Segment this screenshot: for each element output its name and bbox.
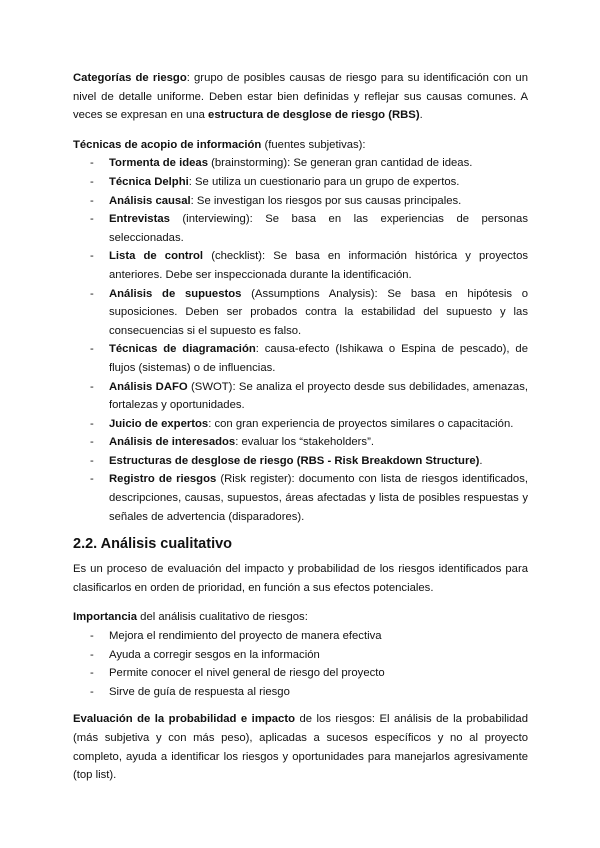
item-term: Entrevistas — [109, 213, 170, 226]
techniques-heading-suffix: (fuentes subjetivas): — [261, 138, 366, 151]
document-body — [73, 69, 528, 785]
list-item — [73, 415, 528, 434]
techniques-heading — [73, 136, 528, 155]
list-item — [73, 210, 528, 247]
rbs-emphasis: estructura de desglose de riesgo (RBS) — [208, 109, 420, 122]
item-text: (Assumptions Analysis): Se basa en hipótesis o suposiciones. Deben ser probados contra la estabilidad del supuesto y las consecuencias si el supuesto es falso. — [109, 287, 529, 337]
evaluation-term: Evaluación de la probabilidad e impacto — [73, 713, 295, 726]
section-title: 2.2. Análisis cualitativo — [73, 536, 233, 553]
list-item — [73, 433, 528, 452]
item-text: : Se utiliza un cuestionario para un grupo de expertos. — [188, 175, 460, 188]
item-term: Técnica Delphi — [109, 175, 189, 188]
item-term: Análisis causal — [109, 194, 191, 207]
list-item — [73, 340, 528, 377]
list-item — [73, 378, 528, 415]
item-text: : causa-efecto (Ishikawa o Espina de pescado), de flujos (sistemas) o de influencias. — [109, 343, 528, 374]
list-item: - Sirve de guía de respuesta al riesgo — [73, 683, 528, 702]
item-text: : con gran experiencia de proyectos similares o capacitación. — [208, 417, 514, 430]
item-text: (Risk register): documento con lista de riesgos identificados, descripciones, causas, supuestos, áreas afectadas y lista de posibles respuestas y señales de advertencia (disparadores). — [109, 473, 529, 523]
item-text: (checklist): Se basa en información histórica y proyectos anteriores. Debe ser inspeccionada durante la identificación. — [109, 250, 528, 281]
list-item — [73, 452, 528, 471]
list-item: - Permite conocer el nivel general de riesgo del proyecto — [73, 664, 528, 683]
categories-end: . — [419, 109, 423, 122]
section-paragraph: Es un proceso de evaluación del impacto y probabilidad de los riesgos identificados para clasificarlos en orden de prioridad, en función a sus efectos potenciales. — [73, 563, 528, 594]
importance-heading — [73, 608, 528, 627]
list-item — [73, 470, 528, 526]
importance-list — [73, 627, 528, 701]
item-term: Lista de control — [109, 250, 204, 263]
list-item — [73, 247, 528, 284]
item-term: Técnicas de diagramación — [109, 343, 256, 356]
categories-paragraph — [73, 69, 528, 125]
categories-term: Categorías de riesgo — [73, 72, 187, 84]
list-item — [73, 154, 528, 173]
item-text: . — [479, 454, 483, 467]
techniques-list — [73, 154, 528, 526]
item-text: (brainstorming): Se generan gran cantidad de ideas. — [207, 157, 473, 170]
categories-text: : grupo de posibles causas de riesgo para su identificación con un nivel de detalle uniforme. Deben estar bien definidas y reflejar sus causas comunes. A veces se expresan en una — [73, 72, 528, 122]
item-term: Registro de riesgos — [109, 473, 217, 486]
item-text: (interviewing): Se basa en las experiencias de personas seleccionadas. — [109, 213, 528, 244]
techniques-heading-term: Técnicas de acopio de información — [73, 138, 262, 151]
list-item — [73, 173, 528, 192]
importance-term: Importancia — [73, 611, 138, 624]
evaluation-paragraph — [73, 710, 528, 784]
item-term: Análisis de interesados — [109, 436, 236, 449]
list-item — [73, 285, 528, 341]
list-item: - Mejora el rendimiento del proyecto de manera efectiva — [73, 627, 528, 646]
item-term: Estructuras de desglose de riesgo (RBS - Risk Breakdown Structure) — [109, 454, 480, 467]
item-text: : evaluar los “stakeholders”. — [235, 436, 374, 449]
item-text: (SWOT): Se analiza el proyecto desde sus debilidades, amenazas, fortalezas y oportunidades. — [109, 380, 529, 412]
list-item — [73, 192, 528, 211]
item-term: Análisis DAFO — [109, 380, 188, 393]
item-term: Análisis de supuestos — [109, 287, 242, 300]
list-item: - Ayuda a corregir sesgos en la información — [73, 646, 528, 665]
item-term: Juicio de expertos — [109, 417, 209, 430]
item-text: : Se investigan los riesgos por sus causas principales. — [190, 194, 462, 207]
item-term: Tormenta de ideas — [109, 157, 208, 170]
evaluation-text: de los riesgos: El análisis de la probabilidad (más subjetiva y con más peso), aplicadas a sucesos específicos y no al proyecto completo, ayuda a identificar los riesgos y oportunidades para manejarlos agresivamente (top list). — [73, 713, 528, 782]
importance-suffix: del análisis cualitativo de riesgos: — [137, 611, 308, 624]
